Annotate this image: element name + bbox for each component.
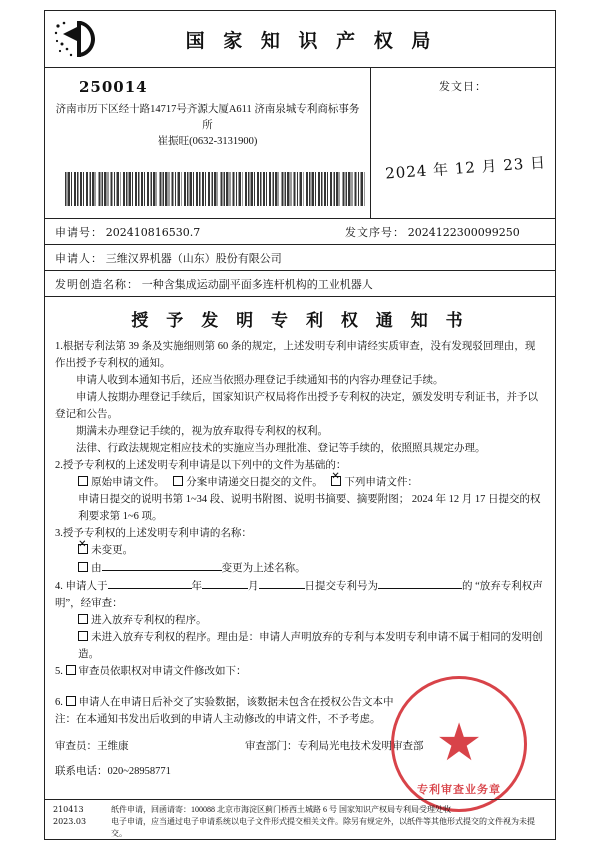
clause-3-option-1: 未变更。	[91, 545, 134, 556]
checkbox-listed-docs[interactable]	[331, 476, 341, 486]
address-line-2: 崔振旺(0632-3131900)	[157, 135, 258, 147]
checkbox-original-docs[interactable]	[78, 476, 88, 486]
page-title: 国 家 知 识 产 权 局	[185, 29, 437, 52]
application-no-value: 202410816530.7	[105, 225, 201, 239]
clause-4-day-field[interactable]	[259, 577, 305, 589]
invention-label: 发明创造名称：	[55, 278, 139, 291]
clause-5-number: 5.	[55, 666, 66, 677]
official-seal	[391, 676, 527, 812]
clause-3-option-2-row	[55, 559, 543, 577]
clause-4-option-1-row	[55, 612, 543, 629]
clause-1-b: 申请人按期办理登记手续后，国家知识产权局将作出授予专利权的决定，颁发发明专利证书，并予以登记和公告。	[55, 392, 538, 420]
clause-2-head: 2.授予专利权的上述发明专利申请是以下列中的文件为基础的：	[55, 460, 347, 471]
checkbox-name-unchanged[interactable]	[78, 544, 88, 554]
clause-3-option-2-pre: 由	[91, 563, 102, 574]
clause-2-option-1: 原始申请文件。	[91, 477, 165, 488]
clause-4-pre: 4. 申请人于	[55, 581, 108, 592]
checkbox-not-enter-abandon[interactable]	[78, 631, 88, 641]
footer-text-1: 纸件申请，回函请寄：100088 北京市海淀区蓟门桥西土城路 6 号 国家知识产权局专利局受理处收	[111, 805, 451, 814]
footer-code-1: 210413	[53, 805, 84, 814]
clause-4-option-1: 进入放弃专利权的程序。	[91, 615, 207, 626]
clause-5-visible-text: 审查员依职权对申请文件修改如下：	[78, 666, 247, 677]
document-footer	[45, 799, 555, 839]
application-number-row	[45, 219, 555, 245]
invention-row	[45, 271, 555, 297]
clause-2-option-2: 分案申请递交日提交的文件。	[186, 477, 323, 488]
dispatch-no-value: 2024122300099250	[407, 225, 520, 239]
red-star-icon: ★	[435, 715, 483, 772]
clause-note: 注：在本通知书发出后收到的申请人主动修改的申请文件，不予考虑。	[55, 714, 381, 725]
checkbox-experimental-data[interactable]	[66, 696, 76, 706]
clause-4-year-field[interactable]	[108, 577, 192, 589]
clause-6-number: 6.	[55, 697, 66, 708]
clause-2-options	[55, 474, 543, 491]
examiner-name: 审查员：王维康	[55, 741, 129, 752]
clause-4-head	[55, 577, 543, 612]
clause-4-month-label: 月	[248, 581, 259, 592]
clause-4-day-label: 日提交专利号为	[304, 581, 378, 592]
seal-bottom-text: 专利审查业务章	[417, 784, 501, 796]
footer-code-2: 2023.03	[53, 817, 87, 826]
clause-4-option-2: 未进入放弃专利权的程序。理由是：申请人声明放弃的专利与本发明专利申请不属于相同的发明创造。	[78, 632, 543, 660]
dispatch-date-label: 发文日：	[439, 81, 487, 93]
contact-phone: 联系电话：020~28958771	[55, 766, 171, 777]
footer-text	[111, 804, 549, 839]
applicant-row	[45, 245, 555, 271]
addressee-block	[45, 68, 371, 218]
clause-1-d: 法律、行政法规规定相应技术的实施应当办理批准、登记等手续的，依照照具规定办理。	[76, 443, 486, 454]
invention-value: 一种含集成运动副平面多连杆机构的工业机器人	[141, 278, 373, 291]
notice-body	[45, 338, 555, 728]
notice-title: 授 予 发 明 专 利 权 通 知 书	[131, 311, 469, 331]
application-no-label: 申请号：	[55, 226, 103, 239]
applicant-value: 三维汉界机器（山东）股份有限公司	[105, 252, 282, 265]
document-header	[45, 11, 555, 68]
footer-text-2: 电子申请，应当通过电子申请系统以电子文件形式提交相关文件。除另有规定外，以纸件等其他形式提交的文件视为未提交。	[111, 817, 535, 838]
applicant-label: 申请人：	[55, 252, 103, 265]
checkbox-examiner-amendment[interactable]	[66, 665, 76, 675]
clause-4-patent-no-field[interactable]	[378, 577, 462, 589]
notice-document	[44, 10, 556, 840]
cnipa-emblem-icon	[49, 16, 107, 62]
clause-3-option-2-mid: 变更为上述名称。	[221, 563, 306, 574]
clause-4-month-field[interactable]	[202, 577, 248, 589]
clause-3-option-1-row	[55, 542, 543, 559]
clause-4-tail: 的 “放弃专利权声明”，经审查：	[55, 581, 543, 609]
dispatch-block	[371, 68, 555, 218]
clause-1-c: 期满未办理登记手续的，视为放弃取得专利权的权利。	[76, 426, 328, 437]
footer-codes	[53, 804, 111, 839]
name-change-from-field[interactable]	[102, 559, 222, 571]
dispatch-no-label: 发文序号：	[345, 226, 405, 239]
clause-6-visible-text: 申请人在申请日后补交了实验数据，该数据未包含在授权公告文本中	[78, 697, 394, 708]
dispatch-date-value: 2024 年 12 月 23 日	[384, 153, 547, 183]
checkbox-divisional-docs[interactable]	[173, 476, 183, 486]
clause-1-head: 1.根据专利法第 39 条及实施细则第 60 条的规定，上述发明专利申请经实质审查，没有发现驳回理由，现作出授予专利权的通知。	[55, 341, 536, 369]
clause-4-option-2-row	[55, 629, 543, 663]
address-dispatch-row	[45, 68, 555, 219]
mail-barcode	[65, 172, 365, 206]
checkbox-name-changed[interactable]	[78, 562, 88, 572]
clause-2-detail: 申请日提交的说明书第 1~34 段、说明书附图、说明书摘要、摘要附图； 2024 年 12 月 17 日提交的权利要求第 1~6 项。	[78, 494, 541, 522]
address-line-1: 济南市历下区经十路14717号齐源大厦A611 济南泉城专利商标事务所	[55, 104, 360, 131]
zip-code: 250014	[79, 78, 148, 96]
department-name: 审查部门：专利局光电技术发明审查部	[245, 741, 424, 752]
clause-2-option-3: 下列申请文件：	[344, 477, 418, 488]
clause-3-head: 3.授予专利权的上述发明专利申请的名称：	[55, 528, 252, 539]
clause-4-year-label: 年	[191, 581, 202, 592]
clause-1-a: 申请人收到本通知书后，还应当依照办理登记手续通知书的内容办理登记手续。	[76, 375, 444, 386]
checkbox-enter-abandon[interactable]	[78, 614, 88, 624]
